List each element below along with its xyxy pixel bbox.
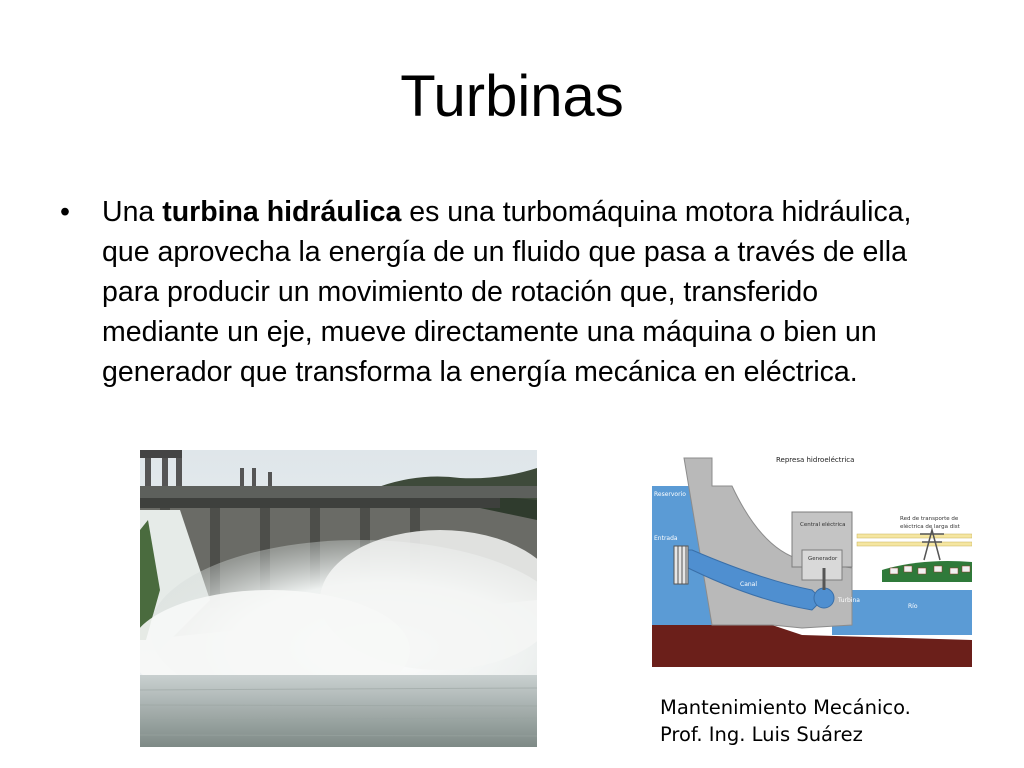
bullet-marker: • — [60, 196, 70, 228]
slide-title: Turbinas — [400, 64, 624, 129]
dam-spillway-photo — [140, 450, 537, 747]
label-generator: Generador — [808, 556, 838, 562]
turbine-icon — [814, 588, 834, 608]
diagram-title: Represa hidroeléctrica — [776, 456, 855, 464]
label-powerhouse: Central eléctrica — [800, 522, 846, 528]
generator-box — [802, 550, 842, 580]
label-grid-1: Red de transporte de — [900, 516, 959, 522]
footer-course: Mantenimiento Mecánico. — [660, 696, 911, 719]
bullet-bold-term: turbina hidráulica — [162, 196, 402, 228]
bullet-rest: es una turbomáquina motora hidráulica, que aprovecha la energía de un fluido que pasa a través de ella para producir un movimiento de rotación que, transferido mediante un eje, mueve directamente una máquina o bien un generador que transforma la energía mecánica en eléctrica. — [102, 196, 912, 388]
label-intake: Entrada — [654, 535, 678, 542]
footer-credit — [660, 694, 1020, 748]
town-icon — [882, 561, 972, 582]
label-reservoir: Reservorio — [654, 491, 686, 498]
footer-author: Prof. Ing. Luis Suárez — [660, 723, 863, 746]
bullet-text — [102, 192, 920, 392]
bullet-lead: Una — [102, 196, 163, 228]
hydroelectric-dam-diagram — [652, 450, 972, 667]
label-grid-2: eléctrica de larga dist — [900, 524, 960, 530]
label-river: Río — [908, 603, 918, 610]
label-turbine: Turbina — [838, 597, 860, 604]
bullet-paragraph — [60, 192, 920, 392]
label-canal: Canal — [740, 581, 758, 588]
